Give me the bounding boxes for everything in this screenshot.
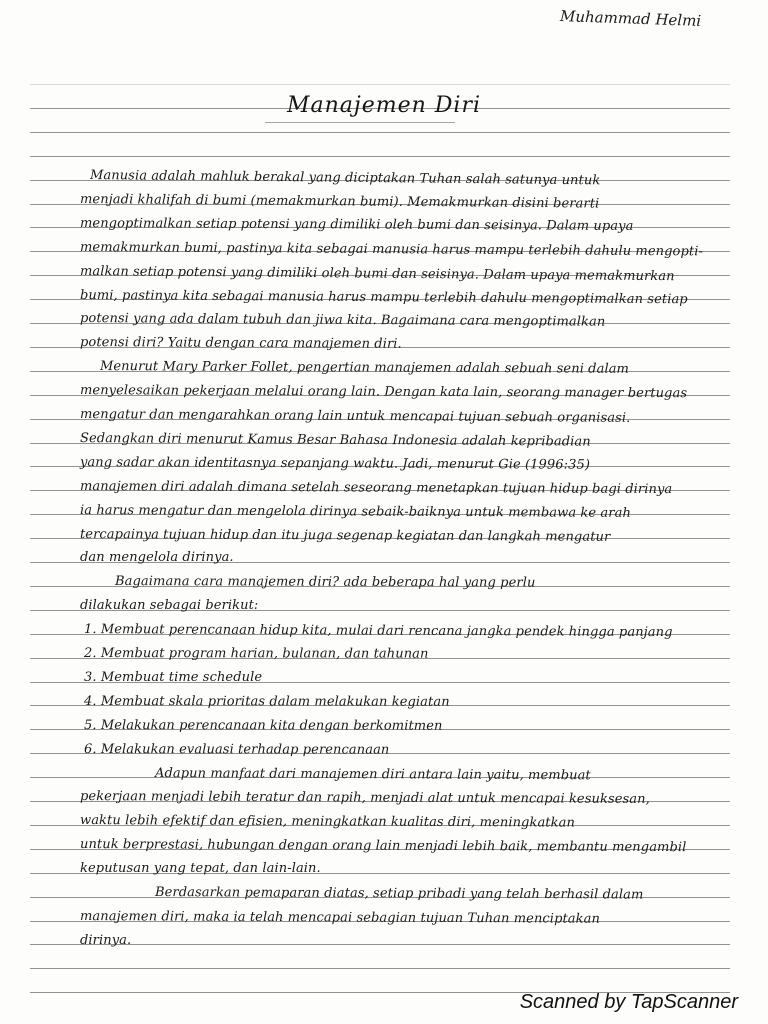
text-line: dilakukan sebagai berikut:	[80, 598, 259, 614]
text-line: tercapainya tujuan hidup dan itu juga segenap kegiatan dan langkah mengatur	[79, 526, 611, 545]
ruled-line	[30, 132, 730, 133]
text-line: untuk berprestasi, hubungan dengan orang lain menjadi lebih baik, membantu mengambil	[79, 837, 687, 856]
ruled-line	[30, 944, 730, 945]
text-line: Bagaimana cara manajemen diri? ada beberapa hal yang perlu	[114, 574, 536, 591]
text-line: keputusan yang tepat, dan lain-lain.	[80, 861, 321, 877]
text-line: menjadi khalifah di bumi (memakmurkan bumi). Memakmurkan disini berarti	[79, 191, 600, 212]
text-line: Manusia adalah mahluk berakal yang diciptakan Tuhan salah satunya untuk	[89, 168, 601, 189]
text-line: mengoptimalkan setiap potensi yang dimiliki oleh bumi dan seisinya. Dalam upaya	[79, 215, 634, 234]
text-line: manajemen diri, maka ia telah mencapai sebagian tujuan Tuhan menciptakan	[79, 908, 601, 927]
text-line: Menurut Mary Parker Follet, pengertian manajemen adalah sebuah seni dalam	[99, 359, 630, 377]
text-line: 1. Membuat perencanaan hidup kita, mulai dari rencana jangka pendek hingga panjang	[83, 622, 673, 641]
author-name: Muhammad Helmi	[559, 7, 702, 30]
text-line: dan mengelola dirinya.	[80, 550, 234, 566]
text-line: pekerjaan menjadi lebih teratur dan rapih, menjadi alat untuk mencapai kesuksesan,	[79, 789, 650, 808]
text-line: 6. Melakukan evaluasi terhadap perencanaan	[83, 741, 390, 758]
text-line: bumi, pastinya kita sebagai manusia harus mampu terlebih dahulu mengoptimalkan setiap	[79, 287, 688, 307]
ruled-line	[30, 84, 730, 85]
text-line: potensi yang ada dalam tubuh dan jiwa kita. Bagaimana cara mengoptimalkan	[79, 311, 606, 331]
ruled-line	[30, 968, 730, 969]
text-line: potensi diri? Yaitu dengan cara manajemen diri.	[79, 335, 402, 352]
text-line: mengatur dan mengarahkan orang lain untuk mencapai tujuan sebuah organisasi.	[79, 407, 631, 426]
text-line: waktu lebih efektif dan efisien, meningkatkan kualitas diri, meningkatkan	[79, 813, 576, 831]
title-underline	[265, 122, 455, 123]
text-line: 5. Melakukan perencanaan kita dengan berkomitmen	[83, 717, 443, 734]
text-line: manajemen diri adalah dimana setelah seseorang menetapkan tujuan hidup bagi dirinya	[79, 478, 673, 497]
text-line: 3. Membuat time schedule	[84, 669, 263, 685]
text-line: dirinya.	[80, 932, 132, 948]
text-line: yang sadar akan identitasnya sepanjang waktu. Jadi, menurut Gie (1996:35)	[79, 454, 591, 473]
text-line: malkan setiap potensi yang dimiliki oleh bumi dan seisinya. Dalam upaya memakmurkan	[79, 263, 675, 284]
text-line: memakmurkan bumi, pastinya kita sebagai manusia harus mampu terlebih dahulu mengopti-	[79, 239, 704, 260]
text-line: 2. Membuat program harian, bulanan, dan tahunan	[83, 646, 429, 662]
text-line: Sedangkan diri menurut Kamus Besar Bahasa Indonesia adalah kepribadian	[79, 430, 591, 450]
text-line: Adapun manfaat dari manajemen diri antara lain yaitu, membuat	[154, 765, 591, 783]
scanner-watermark: Scanned by TapScanner	[519, 991, 738, 1013]
page-title: Manajemen Diri	[286, 93, 482, 118]
text-line: 4. Membuat skala prioritas dalam melakukan kegiatan	[83, 693, 450, 710]
text-line: menyelesaikan pekerjaan melalui orang lain. Dengan kata lain, seorang manager bertugas	[79, 383, 688, 402]
text-line: Berdasarkan pemaparan diatas, setiap pribadi yang telah berhasil dalam	[154, 885, 644, 903]
ruled-line	[30, 156, 730, 157]
text-line: ia harus mengatur dan mengelola dirinya sebaik-baiknya untuk membawa ke arah	[79, 502, 631, 521]
